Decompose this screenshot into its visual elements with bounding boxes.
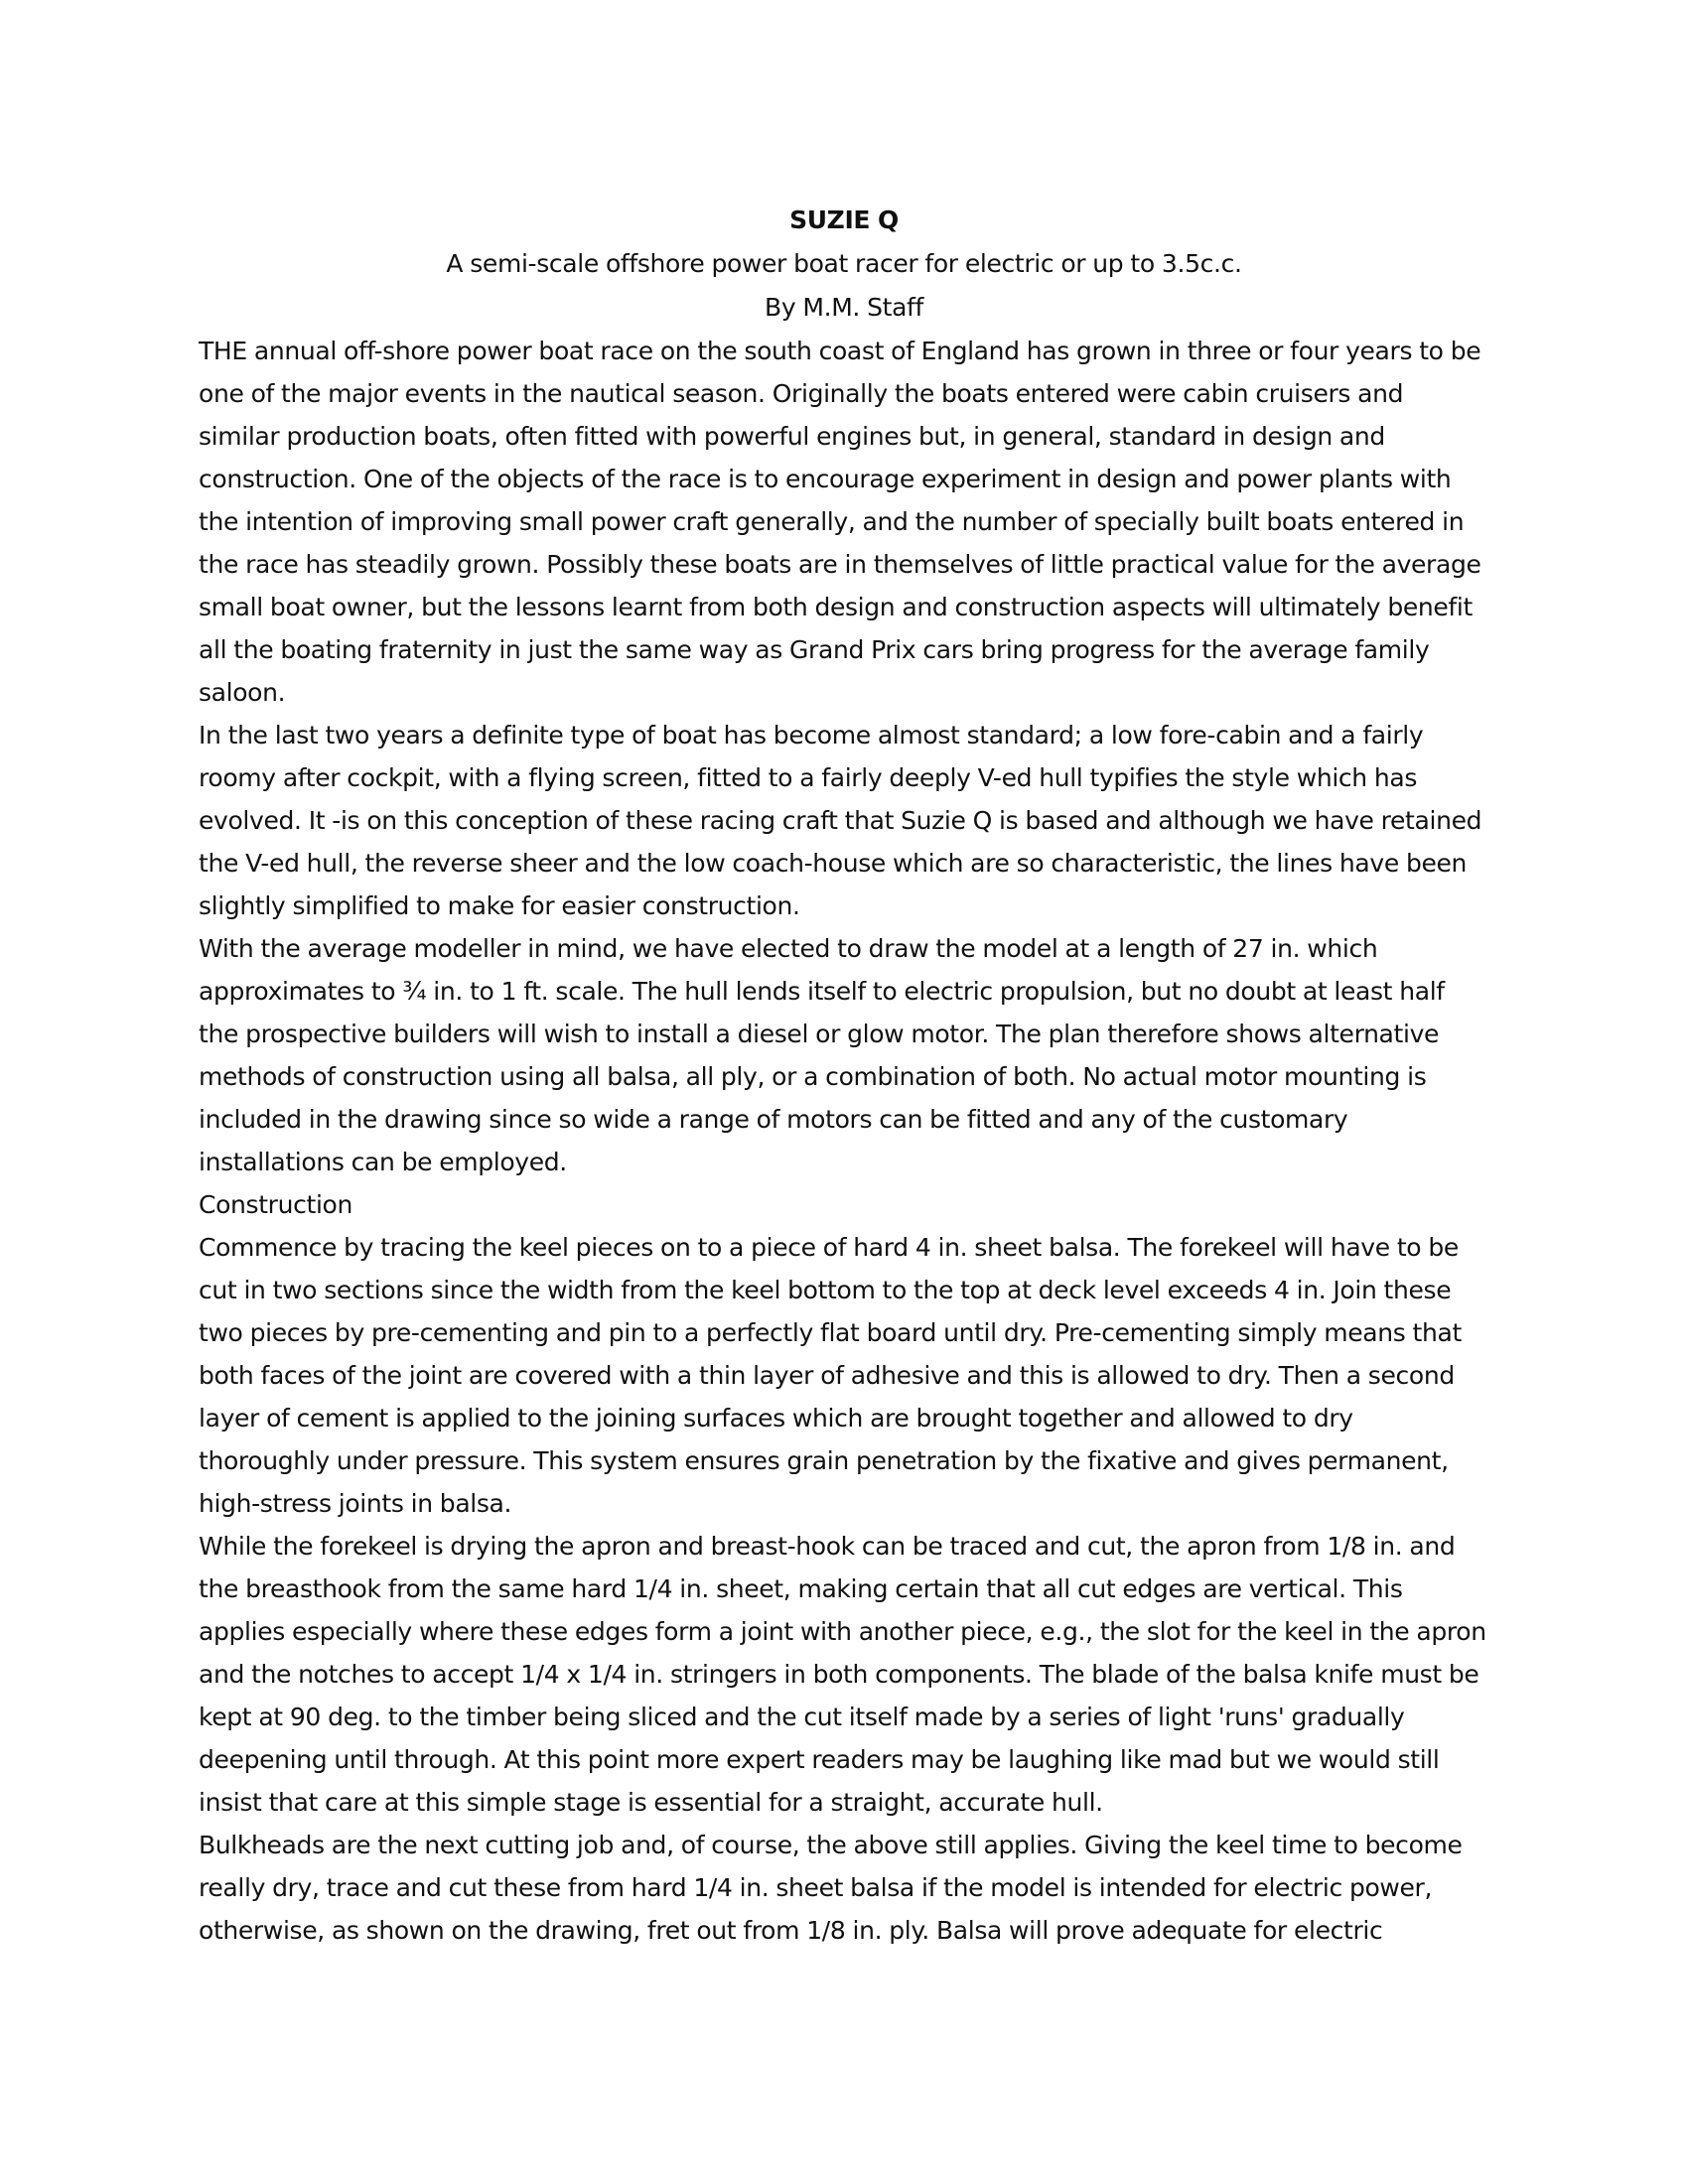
article-title: SUZIE Q bbox=[789, 205, 899, 234]
article-subtitle: A semi-scale offshore power boat racer for electric or up to 3.5c.c. bbox=[446, 249, 1242, 278]
document-page bbox=[199, 199, 1489, 1952]
paragraph-apron-breasthook: While the forekeel is drying the apron and breast-hook can be traced and cut, the apron from 1/8 in. and the breasthook from the same hard 1/4 in. sheet, making certain that all cut edges are vertical. This applies especially where these edges form a joint with another piece, e.g., the slot for the keel in the apron and the notches to accept 1/4 x 1/4 in. stringers in both components. The blade of the balsa knife must be kept at 90 deg. to the timber being sliced and the cut itself made by a series of light 'runs' gradually deepening until through. At this point more expert readers may be laughing like mad but we would still insist that care at this simple stage is essential for a straight, accurate hull. bbox=[199, 1532, 1486, 1817]
paragraph-bulkheads: Bulkheads are the next cutting job and, of course, the above still applies. Giving the keel time to become really dry, trace and cut these from hard 1/4 in. sheet balsa if the model is intended for electric power, otherwise, as shown on the drawing, fret out from 1/8 in. ply. Balsa will prove adequate for electric bbox=[199, 1831, 1463, 1945]
section-heading-construction: Construction bbox=[199, 1190, 352, 1219]
paragraph-intro: THE annual off-shore power boat race on the south coast of England has grown in three or four years to be one of the major events in the nautical season. Originally the boats entered were cabin cruisers and similar production boats, often fitted with powerful engines but, in general, standard in design and construction. One of the objects of the race is to encourage experiment in design and power plants with the intention of improving small power craft generally, and the number of specially built boats entered in the race has steadily grown. Possibly these boats are in themselves of little practical value for the average small boat owner, but the lessons learnt from both design and construction aspects will ultimately benefit all the boating fraternity in just the same way as Grand Prix cars bring progress for the average family saloon. bbox=[199, 337, 1481, 707]
article-byline: By M.M. Staff bbox=[765, 293, 923, 322]
paragraph-keel: Commence by tracing the keel pieces on to a piece of hard 4 in. sheet balsa. The forekeel will have to be cut in two sections since the width from the keel bottom to the top at deck level exceeds 4 in. Join these two pieces by pre-cementing and pin to a perfectly flat board until dry. Pre-cementing simply means that both faces of the joint are covered with a thin layer of adhesive and this is allowed to dry. Then a second layer of cement is applied to the joining surfaces which are brought together and allowed to dry thoroughly under pressure. This system ensures grain penetration by the fixative and gives permanent, high-stress joints in balsa. bbox=[199, 1233, 1462, 1518]
paragraph-boat-type: In the last two years a definite type of boat has become almost standard; a low fore-cabin and a fairly roomy after cockpit, with a flying screen, fitted to a fairly deeply V-ed hull typifies the style which has evolved. It -is on this conception of these racing craft that Suzie Q is based and although we have retained the V-ed hull, the reverse sheer and the low coach-house which are so characteristic, the lines have been slightly simplified to make for easier construction. bbox=[199, 721, 1482, 920]
paragraph-model-scale: With the average modeller in mind, we have elected to draw the model at a length of 27 in. which approximates to ¾ in. to 1 ft. scale. The hull lends itself to electric propulsion, but no doubt at least half the prospective builders will wish to install a diesel or glow motor. The plan therefore shows alternative methods of construction using all balsa, all ply, or a combination of both. No actual motor mounting is included in the drawing since so wide a range of motors can be fitted and any of the customary installations can be employed. bbox=[199, 934, 1445, 1176]
